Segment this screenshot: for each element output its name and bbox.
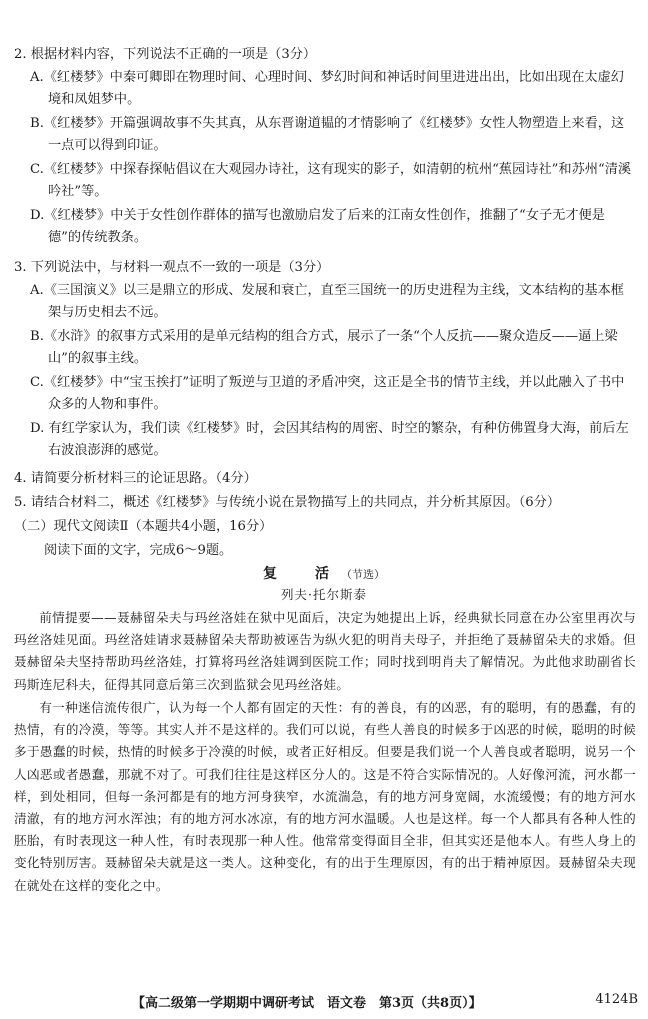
question-5: 5. 请结合材料二，概述《红楼梦》与传统小说在景物描写上的共同点，并分析其原因。（6分） (14, 495, 561, 510)
question-4: 4. 请简要分析材料三的论证思路。（4分） (14, 471, 257, 486)
passage-paragraph: 有一种迷信流传很广，认为每一个人都有固定的天性：有的善良，有的凶恶，有的聪明，有的愚蠢，有的热情，有的冷漠，等等。其实人并不是这样的。我们可以说，有些人善良的时候多于凶恶的时候，聪明的时候多于愚蠢的时候，热情的时候多于冷漠的时候，或者正好相反。但要是我们说一个人善良或者聪明，说另一个人凶恶或者愚蠢，那就不对了。可我们往往是这样区分人的。这是不符合实际情况的。人好像河流，河水都一样，到处相同，但每一条河都是有的地方河身狭窄，水流湍急，有的地方河身宽阔，水流缓慢；有的地方河水清澈，有的地方河水浑浊；有的地方河水冰凉，有的地方河水温暖。人也是这样。每一个人都具有各种人性的胚胎，有时表现这一种人性，有时表现那一种人性。他常常变得面目全非，但其实还是他本人。有些人身上的变化特别厉害。聂赫留朵夫就是这一类人。这种变化，有的出于生理原因，有的出于精神原因。聂赫留朵夫现在就处在这样的变化之中。 (14, 700, 636, 893)
question-2-stem: 2. 根据材料内容，下列说法不正确的一项是（3分） (14, 47, 317, 62)
passage-title (0, 563, 648, 583)
question-2-option-a: A.《红楼梦》中秦可卿即在物理时间、心理时间、梦幻时间和神话时间里进进出出，比如出现在太虚幻境和凤姐梦中。 (30, 70, 624, 107)
passage-title-note: （节选） (341, 568, 385, 581)
footer-code: 4124B (595, 992, 638, 1007)
question-3-option-c: C.《红楼梦》中“宝玉挨打”证明了叛逆与卫道的矛盾冲突，这正是全书的情节主线，并以此融入了书中众多的人物和事件。 (30, 375, 625, 412)
footer-exam-info: 【高二级第一学期期中调研考试 语文卷 第3页（共8页）】 (132, 996, 482, 1011)
question-3-option-a: A.《三国演义》以三是鼎立的形成、发展和衰亡，直至三国统一的历史进程为主线，文本结构的基本框架与历史相去不远。 (30, 283, 624, 320)
question-2-option-b: B.《红楼梦》开篇强调故事不失其真，从东晋谢道韫的才情影响了《红楼梦》女性人物塑造上来看，这一点可以得到印证。 (30, 116, 625, 153)
question-2-option-c: C.《红楼梦》中探春探帖倡议在大观园办诗社，这有现实的影子，如清朝的杭州“蕉园诗社”和苏州“清溪吟社”等。 (30, 162, 632, 199)
passage-author: 列夫·托尔斯泰 (281, 587, 367, 602)
page-footer (0, 990, 648, 1012)
section-instruction: 阅读下面的文字，完成6～9题。 (44, 543, 233, 558)
passage-title-text: 复 活 (263, 566, 341, 582)
question-3-option-b: B.《水浒》的叙事方式采用的是单元结构的组合方式，展示了一条“个人反抗——聚众造反——逼上梁山”的叙事主线。 (30, 329, 618, 366)
question-3-stem: 3. 下列说法中，与材料一观点不一致的一项是（3分） (14, 260, 330, 275)
question-2-option-d: D.《红楼梦》中关于女性创作群体的描写也激励启发了后来的江南女性创作，推翻了“女子无才便是德”的传统教条。 (30, 208, 605, 245)
passage-paragraph: 前情提要——聂赫留朵夫与玛丝洛娃在狱中见面后，决定为她提出上诉，经典狱长同意在办公室里再次与玛丝洛娃见面。玛丝洛娃请求聂赫留朵夫帮助被诬告为纵火犯的明肖夫母子，并拒绝了聂赫留朵夫的求婚。但聂赫留朵夫坚持帮助玛丝洛娃，打算将玛丝洛娃调到医院工作；同时找到明肖夫了解情况。为此他求助副省长玛斯连尼科夫，征得其同意后第三次到监狱会见玛丝洛娃。 (14, 610, 636, 692)
section-heading: （二）现代文阅读Ⅱ（本题共4小题，16分） (14, 519, 273, 534)
question-3-option-d: D. 有红学家认为，我们读《红楼梦》时，会因其结构的周密、时空的繁杂，有种仿佛置身大海，前后左右波浪澎湃的感觉。 (30, 421, 629, 458)
